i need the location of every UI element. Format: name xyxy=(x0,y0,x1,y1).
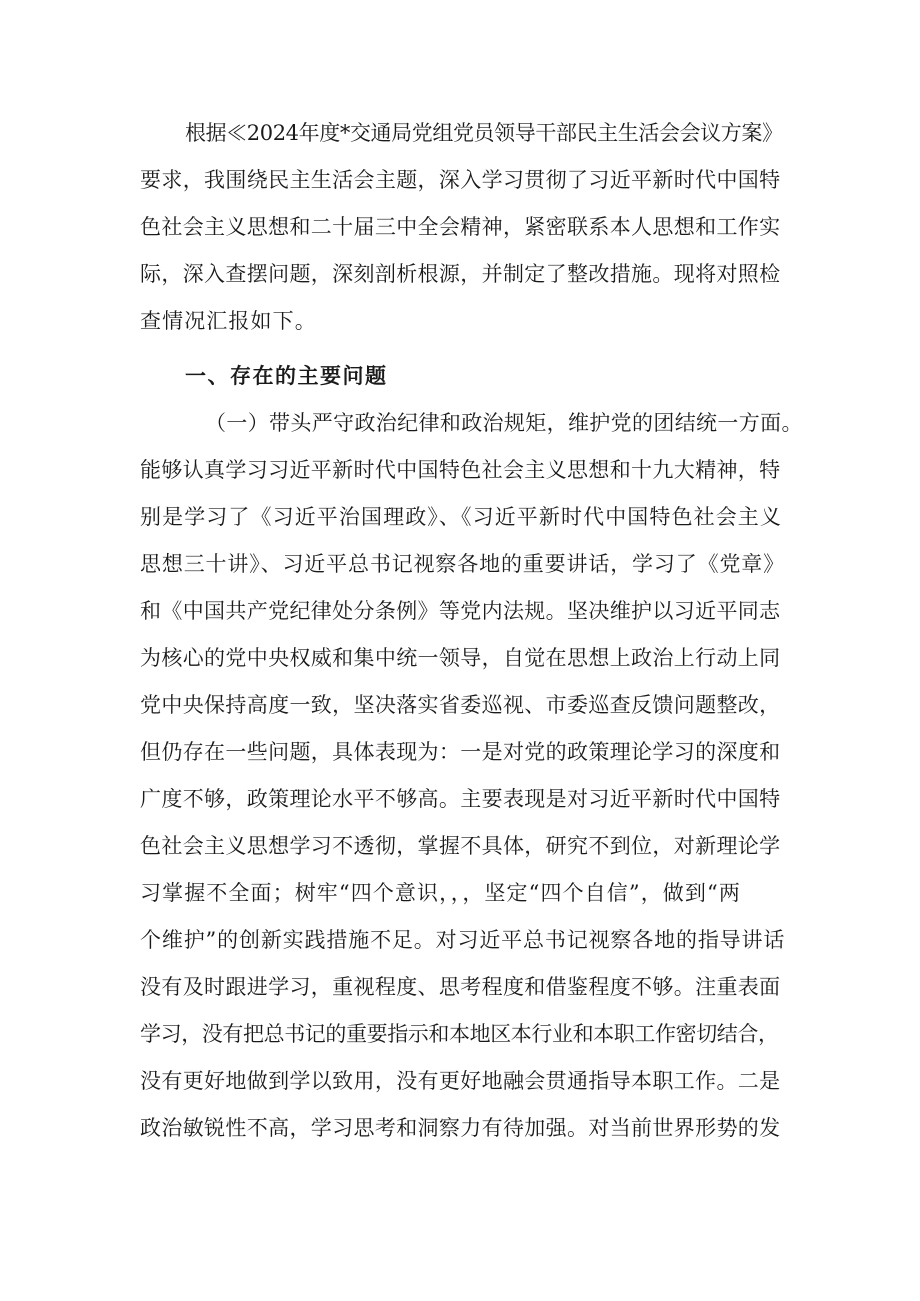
body-line: 没有及时跟进学习，重视程度、思考程度和借鉴程度不够。注重表面 xyxy=(140,975,781,999)
body-line: 为核心的党中央权威和集中统一领导，自觉在思想上政治上行动上同 xyxy=(140,646,781,670)
body-line: 能够认真学习习近平新时代中国特色社会主义思想和十九大精神，特 xyxy=(140,458,781,482)
intro-line: 际，深入查摆问题，深刻剖析根源，并制定了整改措施。现将对照检 xyxy=(140,262,781,286)
body-line: 和《中国共产党纪律处分条例》等党内法规。坚决维护以习近平同志 xyxy=(140,599,781,623)
intro-line: 要求，我围绕民主生活会主题，深入学习贯彻了习近平新时代中国特 xyxy=(140,168,781,192)
intro-line: 查情况汇报如下。 xyxy=(140,309,317,333)
body-line: 习掌握不全面；树牢“四个意识，，，坚定“四个自信”，做到“两 xyxy=(140,881,741,905)
body-line: 别是学习了《习近平治国理政》、《习近平新时代中国特色社会主义 xyxy=(140,505,782,529)
body-line: （一）带头严守政治纪律和政治规矩，维护党的团结统一方面。 xyxy=(205,411,803,435)
body-line: 学习，没有把总书记的重要指示和本地区本行业和本职工作密切结合， xyxy=(140,1022,779,1046)
intro-line: 根据≪2024年度*交通局党组党员领导干部民主生活会会议方案》 xyxy=(185,121,783,145)
body-line: 没有更好地做到学以致用，没有更好地融会贯通指导本职工作。二是 xyxy=(140,1069,781,1093)
body-line: 个维护”的创新实践措施不足。对习近平总书记视察各地的指导讲话 xyxy=(140,928,786,952)
body-line: 色社会主义思想学习不透彻，掌握不具体，研究不到位，对新理论学 xyxy=(140,834,781,858)
intro-line: 色社会主义思想和二十届三中全会精神，紧密联系本人思想和工作实 xyxy=(140,215,781,239)
body-line: 思想三十讲》、习近平总书记视察各地的重要讲话，学习了《党章》 xyxy=(140,552,785,576)
body-line: 政治敏锐性不高，学习思考和洞察力有待加强。对当前世界形势的发 xyxy=(140,1116,781,1140)
body-line: 但仍存在一些问题，具体表现为：一是对党的政策理论学习的深度和 xyxy=(140,740,781,764)
body-line: 广度不够，政策理论水平不够高。主要表现是对习近平新时代中国特 xyxy=(140,787,781,811)
section-heading: 一、存在的主要问题 xyxy=(185,363,388,388)
body-line: 党中央保持高度一致，坚决落实省委巡视、市委巡查反馈问题整改， xyxy=(140,693,781,717)
